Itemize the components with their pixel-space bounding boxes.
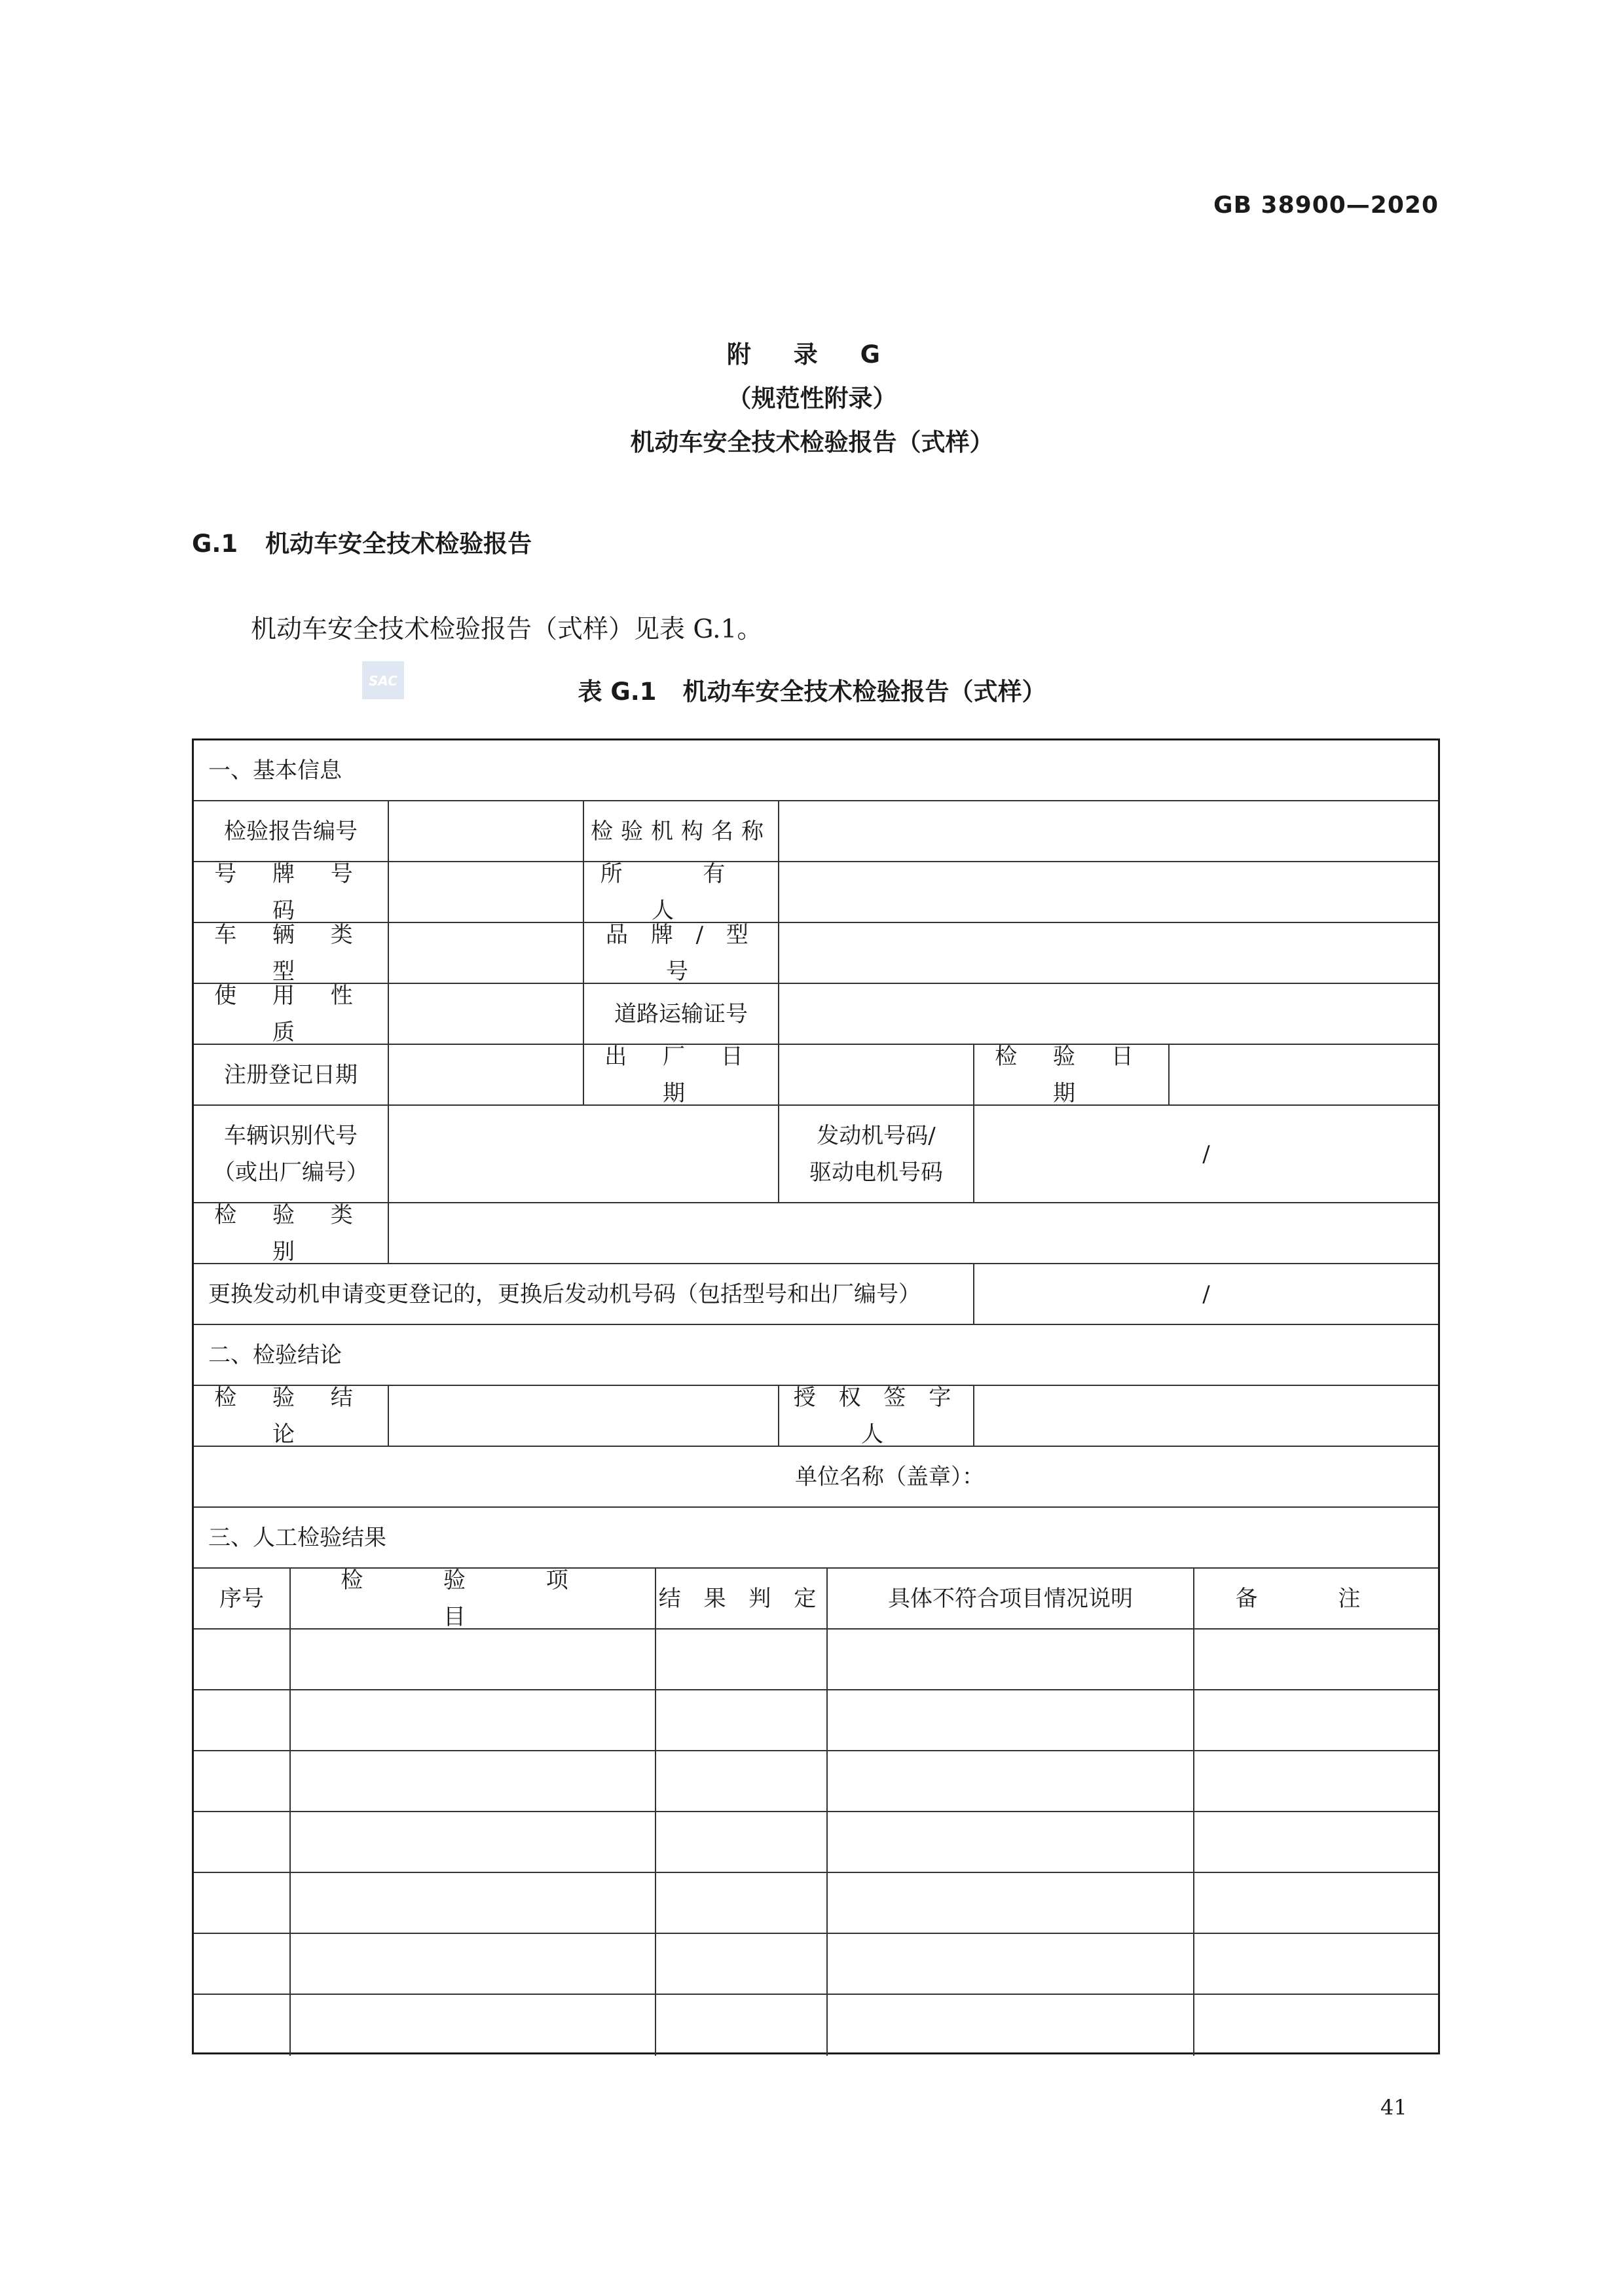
- intro-paragraph: 机动车安全技术检验报告（式样）见表 G.1。: [251, 615, 763, 644]
- standard-code: GB 38900—2020: [1213, 192, 1439, 219]
- appendix-nature: （规范性附录）: [727, 384, 897, 412]
- conclusion-heading: 二、检验结论: [194, 1325, 1438, 1386]
- result-row-3-result-cell[interactable]: [656, 1751, 828, 1812]
- conclusion-field[interactable]: [389, 1386, 779, 1447]
- result-row-4-remarks-cell[interactable]: [1194, 1812, 1438, 1873]
- result-row-7-remarks-cell[interactable]: [1194, 1995, 1438, 2056]
- result-row-3-remarks-cell[interactable]: [1194, 1751, 1438, 1812]
- inspection-report-form: [192, 738, 1440, 2054]
- result-row-5-remarks-cell[interactable]: [1194, 1873, 1438, 1934]
- signer-label: 授 权 签 字 人: [779, 1386, 974, 1447]
- result-row-5-item-cell[interactable]: [291, 1873, 656, 1934]
- col-header-index: 序号: [194, 1569, 291, 1630]
- manufacture-date-label: 出 厂 日 期: [584, 1045, 779, 1106]
- appendix-title: 附 录 G: [726, 340, 898, 369]
- result-row-7-index-cell[interactable]: [194, 1995, 291, 2056]
- result-row-7-result-cell[interactable]: [656, 1995, 828, 2056]
- institution-name-field[interactable]: [779, 801, 1438, 862]
- svg-text:SAC: SAC: [369, 673, 397, 689]
- result-row-1-remarks-cell[interactable]: [1194, 1630, 1438, 1690]
- registration-date-field[interactable]: [389, 1045, 584, 1106]
- engine-number-field[interactable]: /: [974, 1106, 1438, 1203]
- plate-number-label: 号 牌 号 码: [194, 862, 389, 923]
- result-row-4-index-cell[interactable]: [194, 1812, 291, 1873]
- section-number: G.1: [192, 530, 238, 558]
- inspection-category-field[interactable]: [389, 1203, 1438, 1264]
- result-row-2-index-cell[interactable]: [194, 1690, 291, 1751]
- manufacture-date-field[interactable]: [779, 1045, 974, 1106]
- result-row-6-description-cell[interactable]: [828, 1934, 1194, 1995]
- inspection-date-label: 检 验 日 期: [974, 1045, 1170, 1106]
- road-transport-cert-label: 道路运输证号: [584, 984, 779, 1045]
- conclusion-label: 检 验 结 论: [194, 1386, 389, 1447]
- brand-model-field[interactable]: [779, 923, 1438, 984]
- engine-change-label: 更换发动机申请变更登记的，更换后发动机号码（包括型号和出厂编号）: [194, 1264, 974, 1325]
- unit-seal-label: 单位名称（盖章）：: [795, 1463, 984, 1490]
- result-row-1-result-cell[interactable]: [656, 1630, 828, 1690]
- engine-change-field[interactable]: /: [974, 1264, 1438, 1325]
- institution-name-label: 检验机构名称: [584, 801, 779, 862]
- result-row-6-item-cell[interactable]: [291, 1934, 656, 1995]
- usage-field[interactable]: [389, 984, 584, 1045]
- section-title: 机动车安全技术检验报告: [265, 530, 532, 558]
- result-row-7-item-cell[interactable]: [291, 1995, 656, 2056]
- usage-label: 使 用 性 质: [194, 984, 389, 1045]
- col-header-remarks: 备 注: [1194, 1569, 1438, 1630]
- result-row-1-item-cell[interactable]: [291, 1630, 656, 1690]
- result-row-3-index-cell[interactable]: [194, 1751, 291, 1812]
- appendix-heading: [0, 333, 1624, 464]
- col-header-item: 检 验 项 目: [291, 1569, 656, 1630]
- inspection-date-field[interactable]: [1170, 1045, 1438, 1106]
- result-row-4-result-cell[interactable]: [656, 1812, 828, 1873]
- engine-number-label: [779, 1106, 974, 1203]
- result-row-5-result-cell[interactable]: [656, 1873, 828, 1934]
- result-row-5-index-cell[interactable]: [194, 1873, 291, 1934]
- section-heading: [192, 524, 532, 559]
- engine-number-label-line2: 驱动电机号码: [809, 1159, 943, 1186]
- unit-seal-row[interactable]: [194, 1447, 1438, 1508]
- table-number: 表 G.1: [578, 678, 657, 706]
- result-row-3-item-cell[interactable]: [291, 1751, 656, 1812]
- result-row-4-description-cell[interactable]: [828, 1812, 1194, 1873]
- signer-field[interactable]: [974, 1386, 1438, 1447]
- result-row-3-description-cell[interactable]: [828, 1751, 1194, 1812]
- vin-field[interactable]: [389, 1106, 779, 1203]
- result-row-2-result-cell[interactable]: [656, 1690, 828, 1751]
- result-row-1-index-cell[interactable]: [194, 1630, 291, 1690]
- col-header-description: 具体不符合项目情况说明: [828, 1569, 1194, 1630]
- vin-label-line1: 车辆识别代号: [224, 1122, 358, 1149]
- result-row-2-remarks-cell[interactable]: [1194, 1690, 1438, 1751]
- result-row-6-index-cell[interactable]: [194, 1934, 291, 1995]
- result-row-2-description-cell[interactable]: [828, 1690, 1194, 1751]
- basic-info-heading: 一、基本信息: [194, 740, 1438, 801]
- registration-date-label: 注册登记日期: [194, 1045, 389, 1106]
- vehicle-type-field[interactable]: [389, 923, 584, 984]
- report-number-field[interactable]: [389, 801, 584, 862]
- result-row-6-result-cell[interactable]: [656, 1934, 828, 1995]
- result-row-4-item-cell[interactable]: [291, 1812, 656, 1873]
- appendix-name: 机动车安全技术检验报告（式样）: [630, 428, 994, 456]
- table-title: 机动车安全技术检验报告（式样）: [682, 678, 1046, 706]
- plate-number-field[interactable]: [389, 862, 584, 923]
- brand-model-label: 品 牌 / 型 号: [584, 923, 779, 984]
- owner-field[interactable]: [779, 862, 1438, 923]
- manual-results-heading: 三、人工检验结果: [194, 1508, 1438, 1569]
- owner-label: 所 有 人: [584, 862, 779, 923]
- inspection-category-label: 检 验 类 别: [194, 1203, 389, 1264]
- report-number-label: 检验报告编号: [194, 801, 389, 862]
- vehicle-type-label: 车 辆 类 型: [194, 923, 389, 984]
- col-header-result: 结 果 判 定: [656, 1569, 828, 1630]
- result-row-6-remarks-cell[interactable]: [1194, 1934, 1438, 1995]
- page-number: 41: [1380, 2095, 1407, 2120]
- result-row-7-description-cell[interactable]: [828, 1995, 1194, 2056]
- vin-label-line2: （或出厂编号）: [213, 1159, 369, 1186]
- vin-label: [194, 1106, 389, 1203]
- engine-number-label-line1: 发动机号码/: [817, 1122, 936, 1149]
- result-row-5-description-cell[interactable]: [828, 1873, 1194, 1934]
- table-caption: [0, 672, 1624, 707]
- result-row-1-description-cell[interactable]: [828, 1630, 1194, 1690]
- result-row-2-item-cell[interactable]: [291, 1690, 656, 1751]
- road-transport-cert-field[interactable]: [779, 984, 1438, 1045]
